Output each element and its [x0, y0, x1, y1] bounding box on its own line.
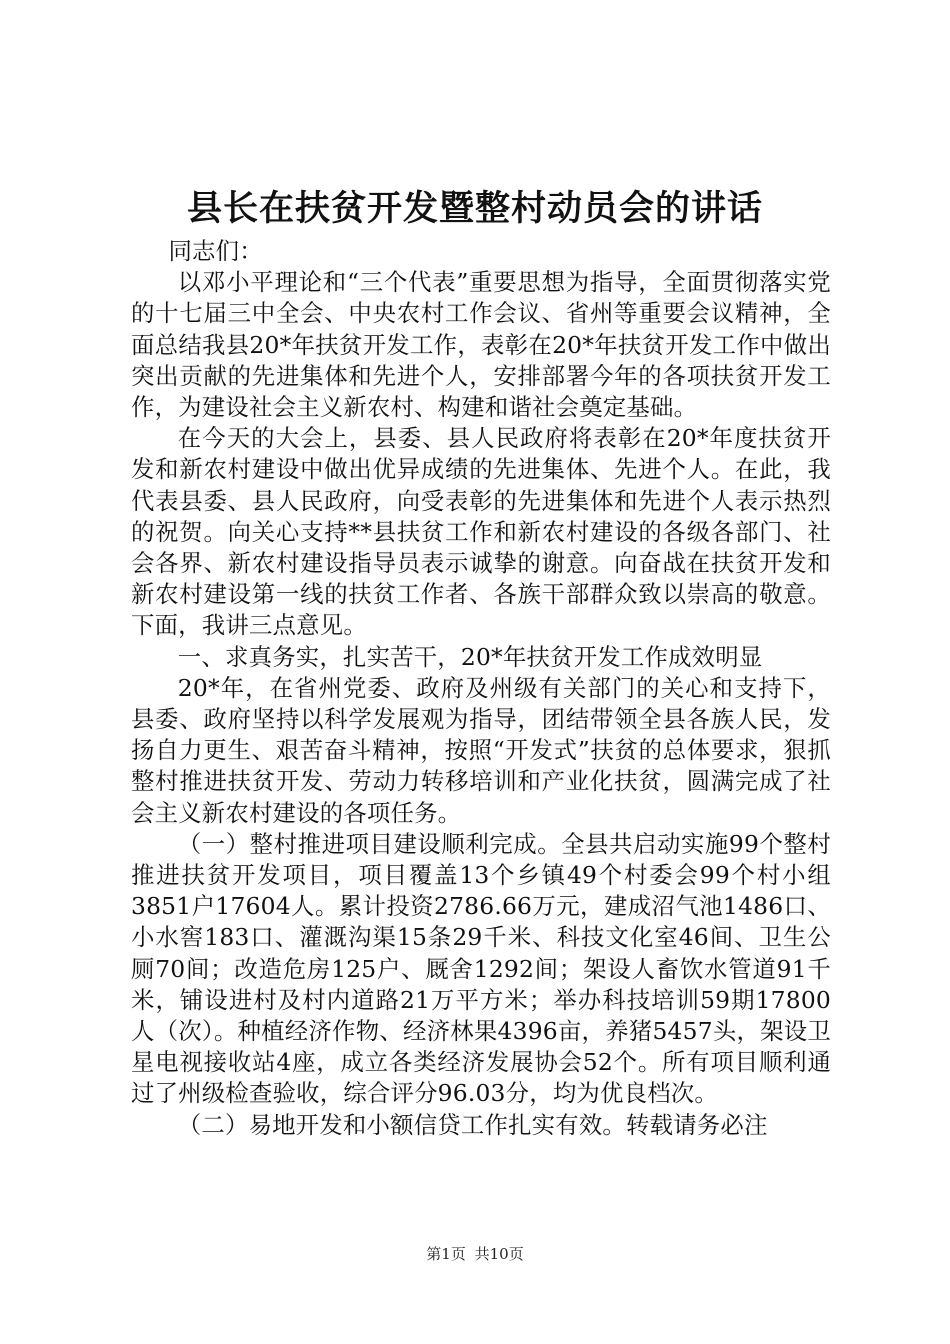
document-title: 县长在扶贫开发暨整村动员会的讲话 — [186, 189, 763, 229]
paragraph-relocation-credit: （二）易地开发和小额信贷工作扎实有效。转载请务必注 — [177, 1110, 768, 1139]
section-heading-1: 一、求真务实，扎实苦干，20*年扶贫开发工作成效明显 — [177, 642, 763, 671]
salutation: 同志们： — [168, 237, 263, 265]
page-total: 共10页 — [474, 1245, 524, 1263]
paragraph-village-projects: （一）整村推进项目建设顺利完成。全县共启动实施99个整村推进扶贫开发项目，项目覆盖13个乡镇49个村委会99个村小组3851户17604人。累计投资2786.66万元，建成沼气池1486口、小水窖183口、灌溉沟渠15条29千米、科技文化室46间、卫生公厕70间；改造危房125户、厩舍1292间；架设人畜饮水管道91千米，铺设进村及村内道路21万平方米；举办科技培训59期17800人（次）。种植经济作物、经济林果4396亩，养猪5457头，架设卫星电视接收站4座，成立各类经济发展协会52个。所有项目顺利通过了州级检查验收，综合评分96.03分，均为优良档次。 — [131, 829, 831, 1108]
paragraph-overview: 20*年，在省州党委、政府及州级有关部门的关心和支持下，县委、政府坚持以科学发展观为指导，团结带领全县各族人民，发扬自力更生、艰苦奋斗精神，按照“开发式”扶贫的总体要求，狠抓整村推进扶贫开发、劳动力转移培训和产业化扶贫，圆满完成了社会主义新农村建设的各项任务。 — [131, 673, 831, 827]
document-body — [131, 236, 831, 1141]
paragraph-intro: 以邓小平理论和“三个代表”重要思想为指导，全面贯彻落实党的十七届三中全会、中央农村工作会议、省州等重要会议精神，全面总结我县20*年扶贫开发工作，表彰在20*年扶贫开发工作中做出突出贡献的先进集体和先进个人，安排部署今年的各项扶贫开发工作，为建设社会主义新农村、构建和谐社会奠定基础。 — [131, 268, 831, 422]
page-footer — [0, 1244, 950, 1264]
page-number: 第1页 — [426, 1245, 466, 1263]
paragraph-commendation: 在今天的大会上，县委、县人民政府将表彰在20*年度扶贫开发和新农村建设中做出优异成绩的先进集体、先进个人。在此，我代表县委、县人民政府，向受表彰的先进集体和先进个人表示热烈的祝贺。向关心支持**县扶贫工作和新农村建设的各级各部门、社会各界、新农村建设指导员表示诚挚的谢意。向奋战在扶贫开发和新农村建设第一线的扶贫工作者、各族干部群众致以崇高的敬意。下面，我讲三点意见。 — [131, 424, 831, 640]
